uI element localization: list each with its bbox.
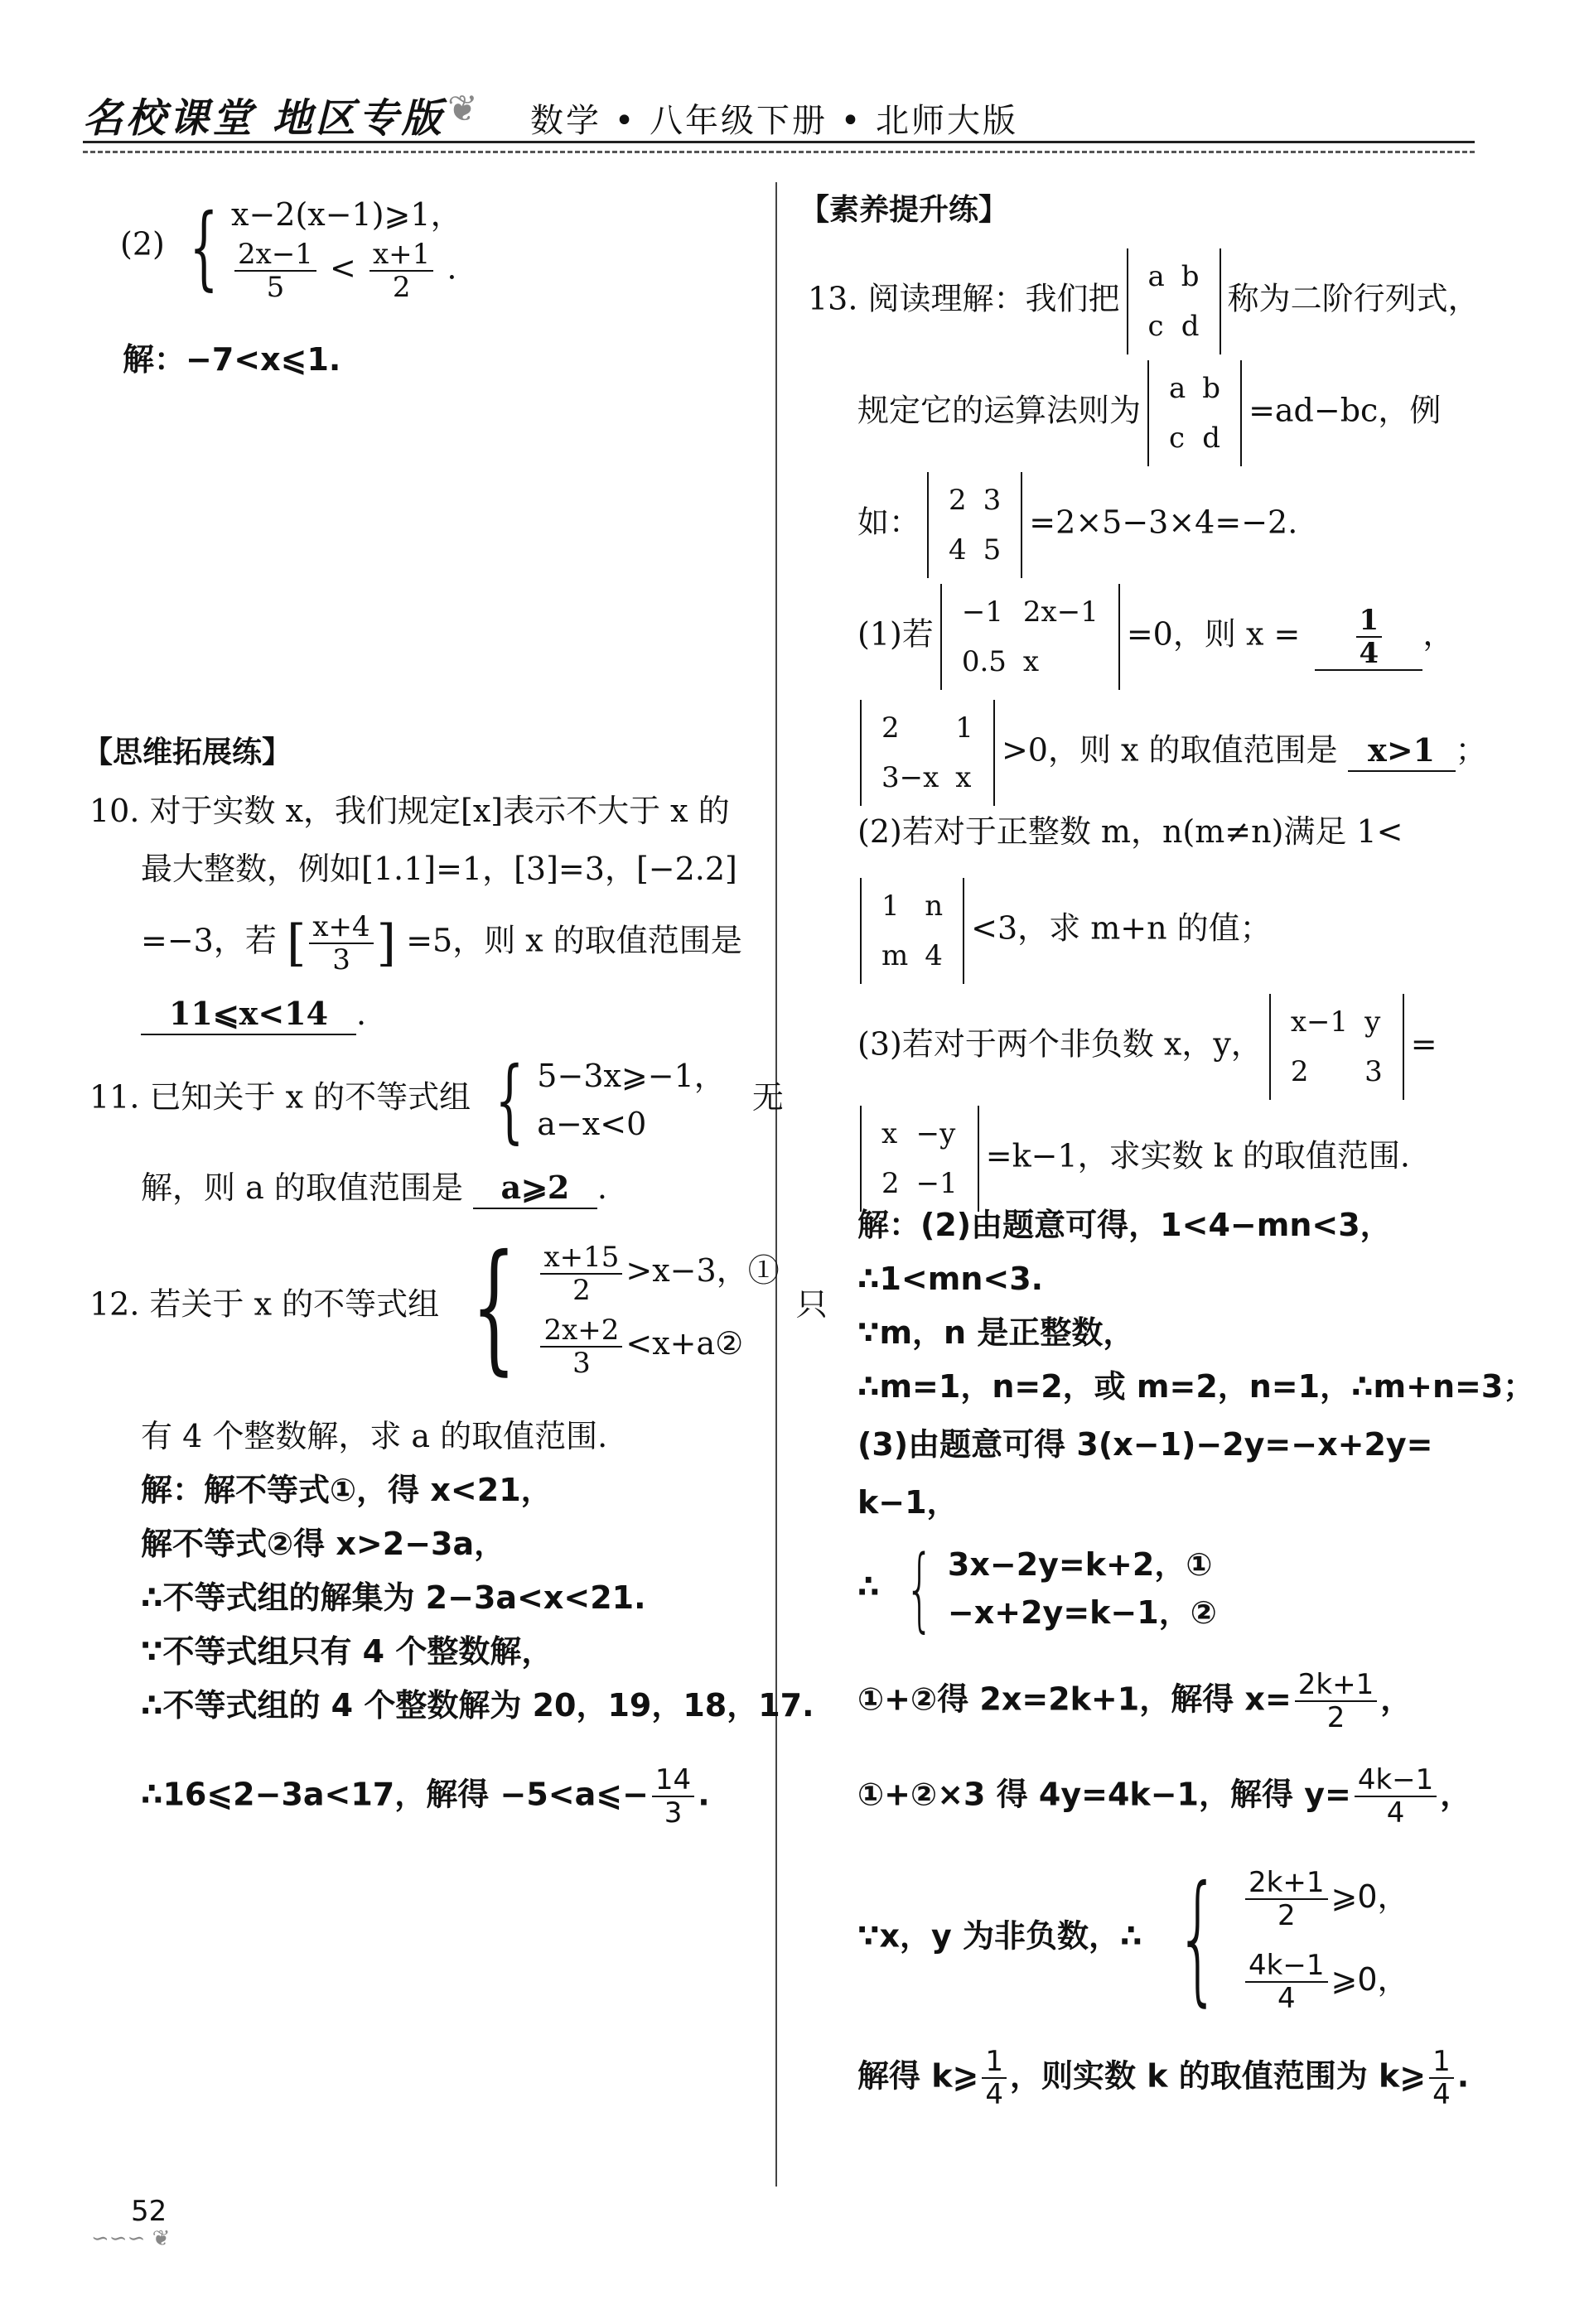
q13-sol-6: k−1， [857, 1484, 959, 1521]
q13-sol-8: ①+②×3 得 4y=4k−1，解得 y= $\frac{4k-1}{4}$ ， [857, 1763, 1472, 1830]
determinant-entry: n [925, 890, 944, 923]
q12-line2: 有 4 个整数解，求 a 的取值范围. [141, 1418, 608, 1454]
header-dashed-rule [83, 151, 1475, 153]
inequality-system: $\frac{x+15}{2}$ >x−3，① $\frac{2x+2}{3}$ <x+a② [537, 1234, 779, 1380]
brace: { [905, 1536, 935, 1642]
q13-sol-9: ∵x，y 为非负数，∴ { $\frac{2k+1}{2}$ ⩾0， $\frac{4k-1}{4}$ ⩾0， [857, 1856, 1409, 2020]
determinant-entry: 2 [949, 484, 967, 517]
q13-part1-range-answer: x>1 [1348, 730, 1456, 772]
determinant-entry: 5 [983, 533, 1002, 567]
determinant-entry: b [1181, 260, 1200, 293]
determinant-entry: d [1181, 310, 1200, 343]
system-eq1: x−2(x−1)⩾1， [231, 196, 462, 233]
determinant-entry: a [1147, 260, 1165, 293]
q9-part2 [120, 190, 462, 303]
q9-answer: 解：−7<x⩽1. [123, 341, 341, 378]
determinant-entry: 1 [955, 711, 973, 745]
determinant [1269, 994, 1404, 1100]
determinant-entry: d [1202, 422, 1221, 455]
determinant-entry: 2 [881, 1167, 900, 1200]
q13-part2-cont: 1 n m 4 <3，求 m+n 的值； [853, 878, 1272, 984]
determinant-entry: a [1169, 372, 1186, 405]
determinant-entry: 3−x [881, 761, 939, 794]
header-rule [83, 141, 1475, 143]
section-thinking-extension: 【思维拓展练】 [83, 735, 292, 769]
determinant-entry: −1 [915, 1167, 958, 1200]
q12-step3: ∴不等式组的解集为 2−3a<x<21. [141, 1579, 646, 1616]
q13-part2: (2)若对于正整数 m，n(m≠n)满足 1< [857, 813, 1403, 850]
determinant [860, 700, 995, 806]
q13-line1: 13. 阅读理解：我们把 a b c d 称为二阶行列式， [808, 248, 1480, 354]
q12-step2: 解不等式②得 x>2−3a， [141, 1526, 506, 1562]
q11-answer: a⩾2 [473, 1168, 597, 1209]
determinant-entry: 2 [881, 711, 900, 745]
section-literacy-improvement: 【素养提升练】 [799, 193, 1009, 227]
determinant-entry: 2 [1290, 1055, 1309, 1088]
q13-part3-cont: x −y 2 −1 =k−1，求实数 k 的取值范围. [853, 1106, 1410, 1212]
determinant-entry: 2x−1 [1022, 595, 1099, 629]
q13-part1-second: 2 1 3−x x >0，则 x 的取值范围是 x>1 ； [853, 700, 1487, 806]
q10-line1: 10. 对于实数 x，我们规定[x]表示不大于 x 的 [89, 793, 730, 829]
determinant-entry: 0.5 [961, 645, 1007, 678]
determinant-entry: 1 [881, 890, 900, 923]
fraction: $\frac{x+4}{3}$ [309, 911, 373, 976]
system-eq2: $\frac{2x-1}{5}$ < $\frac{x+1}{2}$ . [231, 239, 462, 303]
determinant-entry: c [1169, 422, 1186, 455]
page-ornament-icon: ∽∽∽ ❦ [91, 2226, 171, 2251]
q13-line2: 规定它的运算法则为 a b c d =ad−bc，例 [857, 360, 1441, 466]
determinant [860, 1106, 979, 1212]
determinant [860, 878, 964, 984]
q12-step4: ∵不等式组只有 4 个整数解， [141, 1633, 553, 1670]
q10-line2: 最大整数，例如[1.1]=1，[3]=3，[−2.2] [141, 851, 737, 887]
brace: { [471, 1225, 517, 1389]
inequality-system: 5−3x⩾−1， a−x<0 [537, 1058, 726, 1142]
inequality-system [231, 190, 462, 303]
determinant-entry: −1 [961, 595, 1003, 629]
q13-part1: (1)若 −1 2x−1 0.5 x =0，则 x = $\frac{1}{4}$ ， [857, 584, 1454, 690]
q12-step1: 解：解不等式①，得 x<21， [141, 1472, 553, 1508]
determinant-entry: x [955, 761, 972, 794]
q13-line3: 如： 2 3 4 5 =2×5−3×4=−2. [857, 472, 1297, 578]
q13-part3: (3)若对于两个非负数 x，y， x−1 y 2 3 = [857, 994, 1437, 1100]
determinant-entry: 4 [949, 533, 967, 567]
brace: { [495, 1047, 524, 1153]
determinant-entry: 3 [1364, 1055, 1383, 1088]
q11-line1: 11. 已知关于 x 的不等式组 { 5−3x⩾−1， a−x<0 无 [89, 1047, 784, 1153]
q10-answer: 11⩽x<14 [141, 994, 356, 1035]
determinant-entry: m [881, 939, 909, 972]
determinant-entry: 4 [925, 939, 943, 972]
determinant-entry: x−1 [1290, 1005, 1349, 1039]
determinant-entry: x [1022, 645, 1040, 678]
q10-line3: =−3，若 [ $\frac{x+4}{3}$ ] =5，则 x 的取值范围是 [141, 910, 742, 976]
page-number: 52 [131, 2195, 167, 2228]
q9-part2-label: (2) [120, 225, 165, 263]
q13-sol-5: (3)由题意可得 3(x−1)−2y=−x+2y= [857, 1426, 1433, 1463]
brace: { [1175, 1856, 1220, 2020]
q12-step5: ∴不等式组的 4 个整数解为 20，19，18，17. [141, 1687, 814, 1724]
determinant [927, 472, 1022, 578]
fraction: $\frac{x+1}{2}$ [369, 239, 433, 303]
q13-sol-system: ∴ { 3x−2y=k+2，① −x+2y=k−1，② [857, 1536, 1217, 1642]
determinant-entry: −y [915, 1117, 956, 1150]
determinant-entry: y [1364, 1005, 1381, 1039]
fraction: $\frac{2x-1}{5}$ [234, 239, 316, 303]
q13-sol-2: ∴1<mn<3. [857, 1261, 1044, 1297]
determinant [1127, 248, 1221, 354]
determinant [1147, 360, 1242, 466]
book-subtitle: 数学 • 八年级下册 • 北师大版 [530, 102, 1019, 140]
determinant-entry: 3 [983, 484, 1002, 517]
q13-sol-4: ∴m=1，n=2，或 m=2，n=1，∴m+n=3； [857, 1368, 1535, 1405]
determinant-entry: c [1147, 310, 1164, 343]
q13-sol-3: ∵m，n 是正整数， [857, 1314, 1135, 1351]
q10-answer-line: 11⩽x<14 . [141, 994, 366, 1035]
q11-line2: 解，则 a 的取值范围是 a⩾2 . [141, 1168, 607, 1209]
q13-part1-answer: $\frac{1}{4}$ [1315, 605, 1422, 671]
determinant-entry: x [881, 1117, 898, 1150]
q12-line1: 12. 若关于 x 的不等式组 { $\frac{x+15}{2}$ >x−3，① $\frac{2x+2}{3}$ <x+a② 只 [89, 1225, 828, 1389]
wheat-ornament-icon: ❦ [447, 88, 478, 130]
q13-sol-1: 解：(2)由题意可得，1<4−mn<3， [857, 1207, 1392, 1243]
book-series-title: 名校课堂 地区专版 [83, 95, 445, 142]
determinant-entry: b [1202, 372, 1221, 405]
q13-sol-7: ①+②得 2x=2k+1，解得 x= $\frac{2k+1}{2}$ ， [857, 1668, 1413, 1734]
determinant [940, 584, 1120, 690]
column-divider [775, 182, 777, 2187]
q13-sol-10: 解得 k⩾ $\frac{1}{4}$ ，则实数 k 的取值范围为 k⩾ $\frac{1}{4}$ . [857, 2045, 1470, 2111]
brace: { [189, 194, 219, 300]
q12-step6: ∴16⩽2−3a<17，解得 −5<a⩽− $\frac{14}{3}$ . [141, 1763, 710, 1830]
